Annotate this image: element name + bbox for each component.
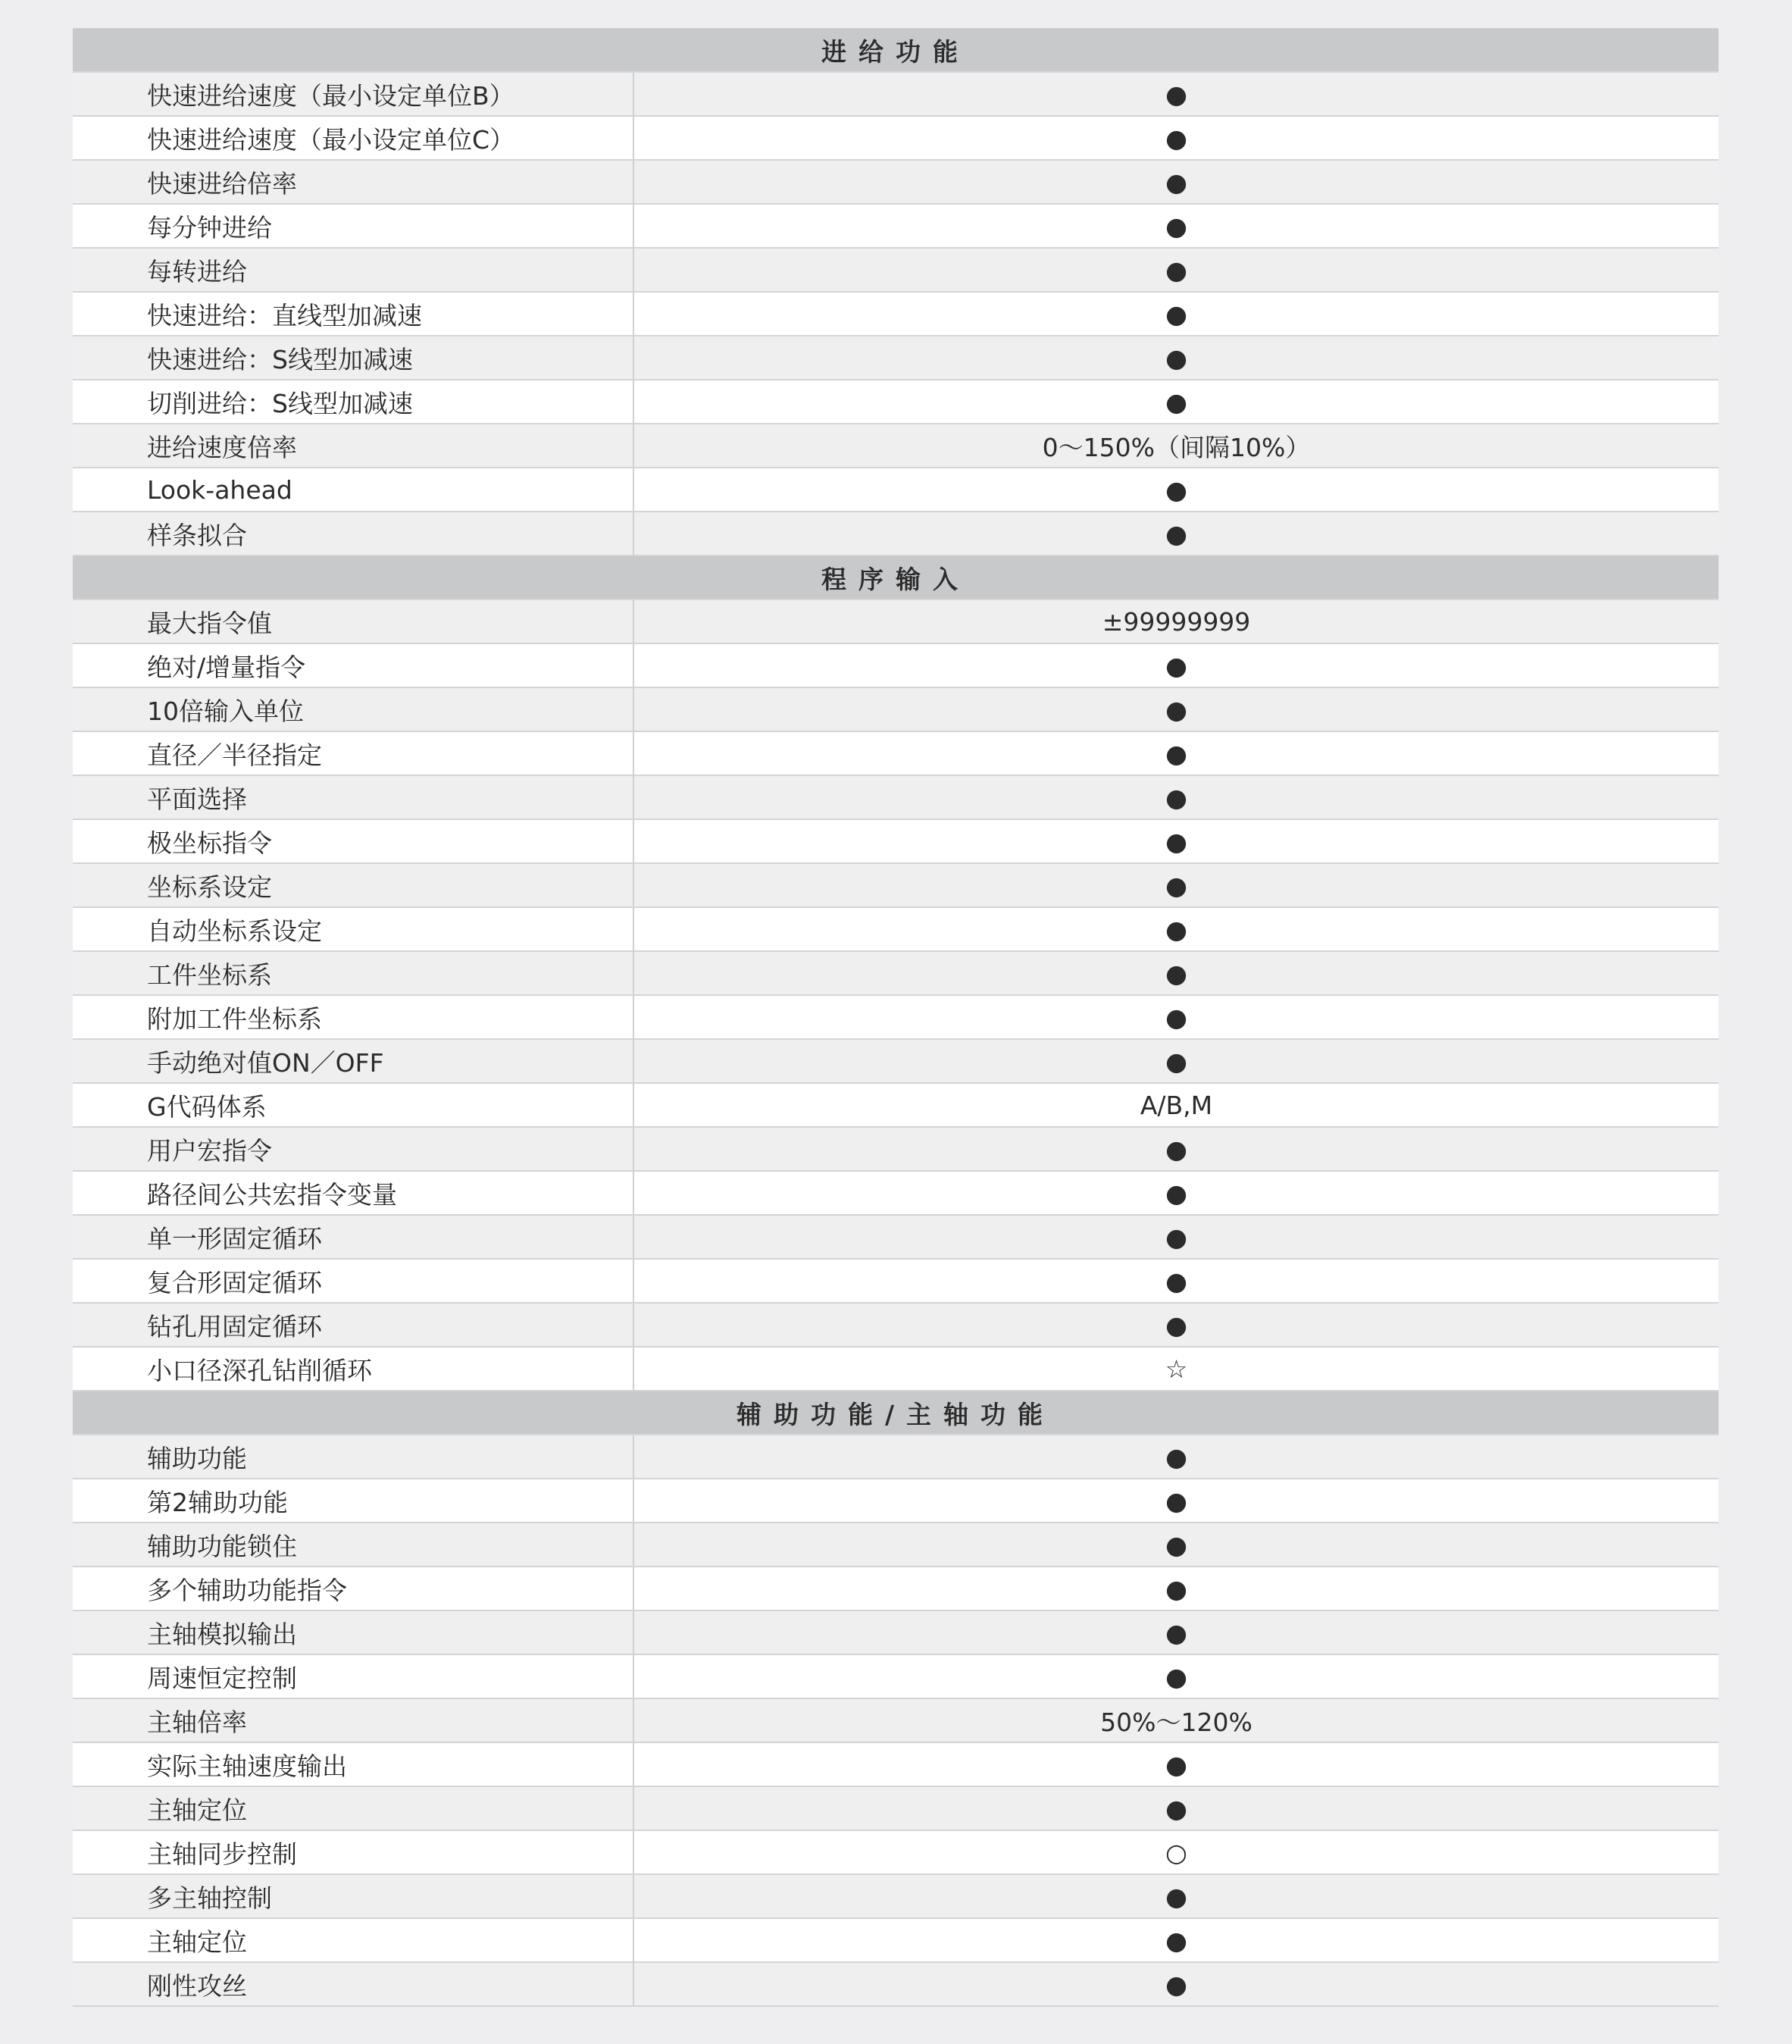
feature-label: 主轴定位 [73, 1918, 633, 1962]
feature-label: 辅助功能锁住 [73, 1523, 633, 1567]
feature-value: ● [633, 1567, 1719, 1610]
table-row [73, 863, 1719, 907]
feature-value: ● [633, 1303, 1719, 1347]
section-title: 程序输入 [73, 556, 1719, 599]
feature-label: 复合形固定循环 [73, 1259, 633, 1303]
section-title: 辅助功能/主轴功能 [73, 1391, 1719, 1435]
table-row [73, 995, 1719, 1039]
feature-label: 主轴同步控制 [73, 1830, 633, 1874]
feature-value: ☆ [633, 1347, 1719, 1391]
table-row [73, 468, 1719, 512]
feature-label: G代码体系 [73, 1083, 633, 1127]
table-row [73, 1479, 1719, 1523]
feature-label: 10倍输入单位 [73, 687, 633, 731]
table-row [73, 599, 1719, 643]
table-row [73, 687, 1719, 731]
feature-label: 绝对/增量指令 [73, 643, 633, 687]
table-row [73, 292, 1719, 336]
feature-label: 钻孔用固定循环 [73, 1303, 633, 1347]
table-row [73, 775, 1719, 819]
table-row [73, 1918, 1719, 1962]
feature-label: Look-ahead [73, 468, 633, 512]
section-title: 进给功能 [73, 29, 1719, 73]
feature-label: 用户宏指令 [73, 1127, 633, 1171]
feature-value: ● [633, 160, 1719, 204]
table-row [73, 1259, 1719, 1303]
table-row [73, 1654, 1719, 1698]
feature-label: 快速进给：直线型加减速 [73, 292, 633, 336]
feature-label: 附加工件坐标系 [73, 995, 633, 1039]
table-row [73, 819, 1719, 863]
feature-value: ● [633, 775, 1719, 819]
table-row [73, 1567, 1719, 1610]
feature-value: ● [633, 687, 1719, 731]
feature-label: 平面选择 [73, 775, 633, 819]
feature-value: ● [633, 1742, 1719, 1786]
table-row [73, 1523, 1719, 1567]
feature-value: ● [633, 248, 1719, 292]
feature-label: 主轴定位 [73, 1786, 633, 1830]
feature-value: ● [633, 1215, 1719, 1259]
feature-label: 进给速度倍率 [73, 424, 633, 468]
table-row [73, 731, 1719, 775]
table-row [73, 1039, 1719, 1083]
feature-value: ● [633, 512, 1719, 556]
table-row [73, 1435, 1719, 1479]
table-row [73, 1303, 1719, 1347]
feature-value: ● [633, 292, 1719, 336]
feature-label: 切削进给：S线型加减速 [73, 380, 633, 424]
feature-label: 每转进给 [73, 248, 633, 292]
feature-value: ● [633, 1523, 1719, 1567]
feature-value: ● [633, 1435, 1719, 1479]
feature-value: ● [633, 1610, 1719, 1654]
table-row [73, 248, 1719, 292]
feature-value: ● [633, 336, 1719, 380]
feature-label: 第2辅助功能 [73, 1479, 633, 1523]
table-row [73, 204, 1719, 248]
spec-table [73, 28, 1719, 2007]
feature-label: 最大指令值 [73, 599, 633, 643]
feature-value: ● [633, 863, 1719, 907]
feature-value: ● [633, 1171, 1719, 1215]
table-row [73, 907, 1719, 951]
feature-value: ● [633, 731, 1719, 775]
table-row [73, 336, 1719, 380]
table-row [73, 1127, 1719, 1171]
feature-label: 坐标系设定 [73, 863, 633, 907]
table-row [73, 1171, 1719, 1215]
table-row [73, 116, 1719, 160]
table-row [73, 1698, 1719, 1742]
feature-label: 快速进给倍率 [73, 160, 633, 204]
table-row [73, 1347, 1719, 1391]
table-row [73, 1786, 1719, 1830]
table-row [73, 1215, 1719, 1259]
feature-label: 刚性攻丝 [73, 1962, 633, 2006]
feature-label: 极坐标指令 [73, 819, 633, 863]
feature-label: 辅助功能 [73, 1435, 633, 1479]
table-row [73, 1083, 1719, 1127]
section-header-row [73, 29, 1719, 73]
feature-label: 自动坐标系设定 [73, 907, 633, 951]
feature-value: 50%～120% [633, 1698, 1719, 1742]
section-header-row [73, 556, 1719, 599]
table-row [73, 643, 1719, 687]
feature-value: ● [633, 1786, 1719, 1830]
feature-value: ○ [633, 1830, 1719, 1874]
feature-value: 0～150%（间隔10%） [633, 424, 1719, 468]
feature-value: ● [633, 995, 1719, 1039]
feature-label: 多个辅助功能指令 [73, 1567, 633, 1610]
feature-label: 路径间公共宏指令变量 [73, 1171, 633, 1215]
feature-value: ● [633, 1874, 1719, 1918]
feature-value: ● [633, 1127, 1719, 1171]
feature-label: 样条拟合 [73, 512, 633, 556]
feature-label: 周速恒定控制 [73, 1654, 633, 1698]
feature-label: 快速进给：S线型加减速 [73, 336, 633, 380]
feature-value: ● [633, 1259, 1719, 1303]
feature-label: 实际主轴速度输出 [73, 1742, 633, 1786]
feature-label: 主轴模拟输出 [73, 1610, 633, 1654]
feature-value: ● [633, 72, 1719, 116]
table-row [73, 424, 1719, 468]
feature-label: 多主轴控制 [73, 1874, 633, 1918]
feature-label: 手动绝对值ON／OFF [73, 1039, 633, 1083]
table-row [73, 1874, 1719, 1918]
feature-label: 每分钟进给 [73, 204, 633, 248]
table-row [73, 1962, 1719, 2006]
feature-label: 主轴倍率 [73, 1698, 633, 1742]
feature-value: ● [633, 907, 1719, 951]
feature-value: ● [633, 1039, 1719, 1083]
feature-value: ● [633, 1479, 1719, 1523]
section-header-row [73, 1391, 1719, 1435]
spec-table-body [73, 29, 1719, 2007]
feature-value: ● [633, 1654, 1719, 1698]
feature-label: 快速进给速度（最小设定单位B） [73, 72, 633, 116]
feature-value: ● [633, 204, 1719, 248]
feature-value: ● [633, 1918, 1719, 1962]
feature-value: ● [633, 116, 1719, 160]
table-row [73, 72, 1719, 116]
feature-value: ● [633, 468, 1719, 512]
table-row [73, 380, 1719, 424]
feature-value: ● [633, 951, 1719, 995]
feature-label: 小口径深孔钻削循环 [73, 1347, 633, 1391]
table-row [73, 512, 1719, 556]
feature-value: A/B,M [633, 1083, 1719, 1127]
table-row [73, 1610, 1719, 1654]
table-row [73, 1742, 1719, 1786]
feature-value: ● [633, 643, 1719, 687]
feature-value: ● [633, 1962, 1719, 2006]
table-row [73, 160, 1719, 204]
table-row [73, 951, 1719, 995]
feature-label: 快速进给速度（最小设定单位C） [73, 116, 633, 160]
feature-label: 单一形固定循环 [73, 1215, 633, 1259]
feature-value: ● [633, 819, 1719, 863]
feature-value: ±99999999 [633, 599, 1719, 643]
feature-value: ● [633, 380, 1719, 424]
feature-label: 直径／半径指定 [73, 731, 633, 775]
table-row [73, 1830, 1719, 1874]
feature-label: 工件坐标系 [73, 951, 633, 995]
